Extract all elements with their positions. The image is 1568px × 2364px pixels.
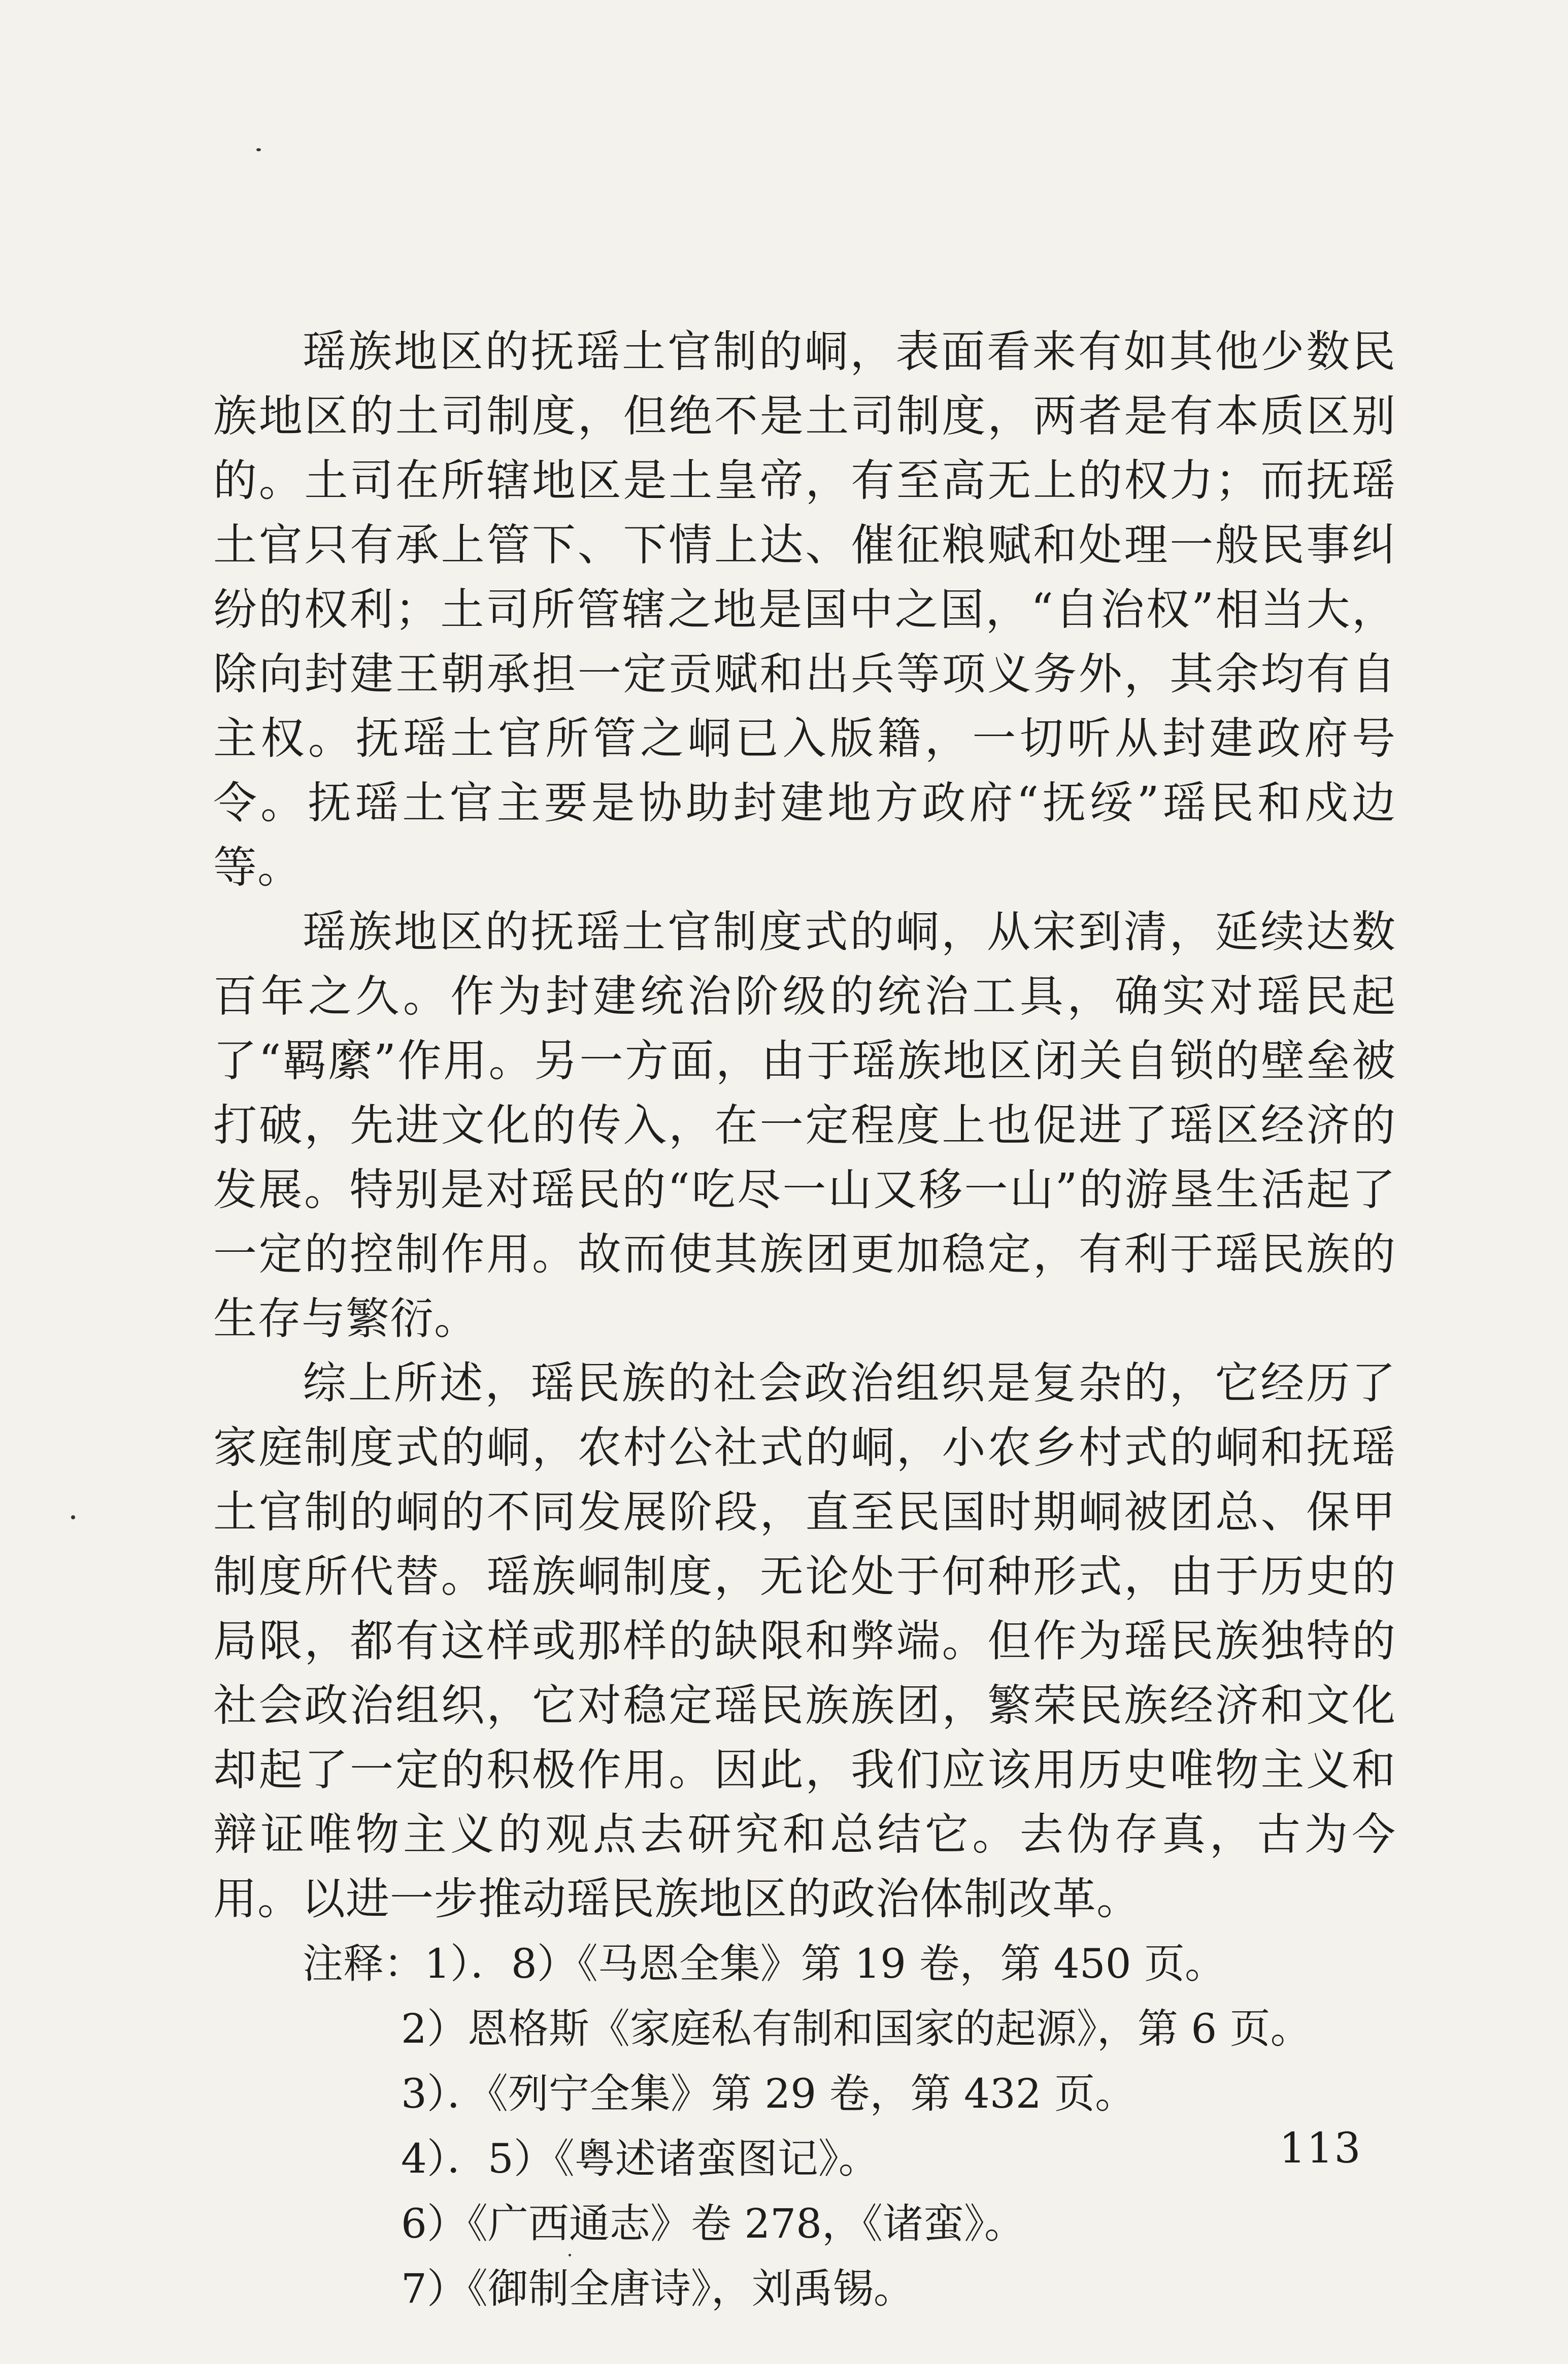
scan-speck	[71, 1515, 75, 1519]
footnote-item: 6）《广西通志》卷 278，《诸蛮》。	[401, 2200, 1025, 2247]
footnote-item: 2）恩格斯《家庭私有制和国家的起源》，第 6 页。	[401, 2005, 1311, 2052]
body-text	[213, 320, 1396, 2321]
paragraph-2: 瑶族地区的抚瑶土官制度式的峒，从宋到清，延续达数百年之久。作为封建统治阶级的统治工具，确实对瑶民起了“羁縻”作用。另一方面，由于瑶族地区闭关自锁的壁垒被打破，先进文化的传入，在一定程度上也促进了瑶区经济的发展。特别是对瑶民的“吃尽一山又移一山”的游垦生活起了一定的控制作用。故而使其族团更加稳定，有利于瑶民族的生存与繁衍。	[213, 907, 1396, 1344]
footnote-first-line	[213, 1932, 1396, 1996]
footnotes	[213, 1932, 1396, 2321]
paragraph-1: 瑶族地区的抚瑶土官制的峒，表面看来有如其他少数民族地区的土司制度，但绝不是土司制度，两者是有本质区别的。土司在所辖地区是土皇帝，有至高无上的权力；而抚瑶土官只有承上管下、下情上达、催征粮赋和处理一般民事纠纷的权利；土司所管辖之地是国中之国，“自治权”相当大，除向封建王朝承担一定贡赋和出兵等项义务外，其余均有自主权。抚瑶土官所管之峒已入版籍，一切听从封建政府号令。抚瑶土官主要是协助封建地方政府“抚绥”瑶民和戍边等。	[213, 326, 1396, 893]
footnote-label: 注释：	[303, 1940, 424, 1987]
page-number: 113	[1279, 2124, 1362, 2173]
scan-speck	[256, 148, 261, 151]
footnote-item: 3）．《列宁全集》第 29 卷，第 432 页。	[401, 2070, 1136, 2117]
footnote-item: 4）．5）《粤述诸蛮图记》。	[401, 2135, 879, 2182]
footnote-item: 7）《御制全唐诗》，刘禹锡。	[401, 2265, 914, 2312]
paragraph-3: 综上所述，瑶民族的社会政治组织是复杂的，它经历了家庭制度式的峒，农村公社式的峒，小农乡村式的峒和抚瑶土官制的峒的不同发展阶段，直至民国时期峒被团总、保甲制度所代替。瑶族峒制度，无论处于何种形式，由于历史的局限，都有这样或那样的缺限和弊端。但作为瑶民族独特的社会政治组织，它对稳定瑶民族族团，繁荣民族经济和文化却起了一定的积极作用。因此，我们应该用历史唯物主义和辩证唯物主义的观点去研究和总结它。去伪存真，古为今用。以进一步推动瑶民族地区的政治体制改革。	[213, 1358, 1396, 1924]
footnote-item: 1）．8）《马恩全集》第 19 卷，第 450 页。	[424, 1940, 1226, 1987]
